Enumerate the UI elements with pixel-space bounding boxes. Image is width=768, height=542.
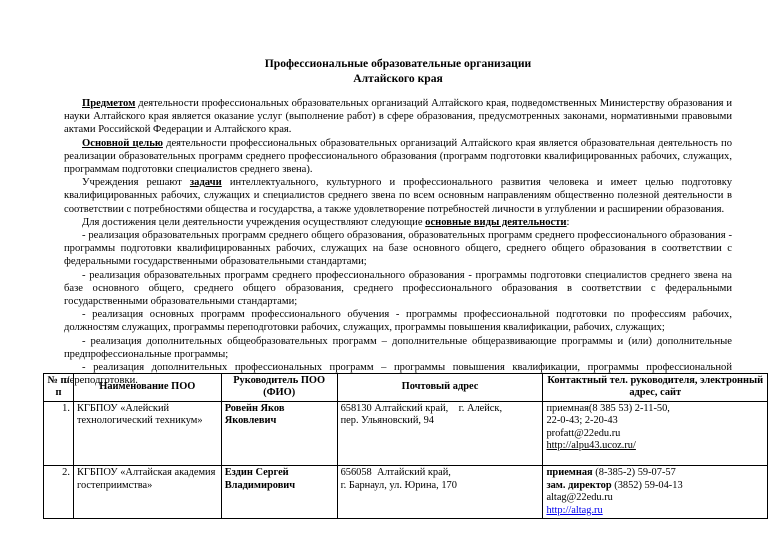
header-address: Почтовый адрес [337,374,543,402]
header-name: Наименование ПОО [73,374,221,402]
list-item: - реализация дополнительных профессиональных программ – программы повышения квалификации, программы профессиональной переподготовки. [64,362,732,387]
address-line: 656058 Алтайский край, [340,467,451,479]
contact-phone: 22-0-43; 2-20-43 [546,415,618,427]
contact-phone [546,480,764,492]
row-head: Ровейн Яков Яковлевич [221,401,337,466]
contact-email: altag@22edu.ru [546,492,613,504]
row-address [337,401,543,466]
table-row [44,401,768,466]
organizations-table [43,373,768,519]
address-line: г. Барнаул, ул. Юрина, 170 [340,479,457,491]
list-item: - реализация основных программ профессионального обучения - программы профессиональной подготовки по профессиям рабочих, должностям служащих, программы переподготовки рабочих, служащих, программы повышения квалификации, рабочих, служащих; [64,309,732,334]
document-page [47,0,764,542]
contact-label: зам. директор [546,479,612,491]
table-row [44,466,768,519]
paragraph-goal [64,137,732,177]
paragraph-tasks [64,176,732,216]
paragraph-text: Для достижения цели деятельности учреждения осуществляют следующие [82,216,426,228]
keyword-activities: основные виды деятельности [425,216,567,228]
keyword-subject: Предметом [82,98,136,109]
row-num: 2. [44,466,74,519]
contact-email: profatt@22edu.ru [546,427,621,439]
list-item: - реализация дополнительных общеобразовательных программ – дополнительные общеразвивающие программы и (или) дополнительные предпрофессиональные программы; [64,335,732,360]
contact-website-link[interactable]: http://alpu43.ucoz.ru/ [546,440,636,452]
header-num: № п/п [44,374,74,402]
paragraph-subject [64,97,732,137]
row-head: Ездин Сергей Владимирович [221,466,337,519]
title-line-1: Профессиональные образовательные организации [264,57,532,70]
contact-website-link[interactable]: http://altag.ru [546,504,603,516]
paragraph-text: интеллектуального, культурного и профессионального развития человека и имеет целью подготовку квалифицированных рабочих, служащих и специалистов среднего звена по всем основным направлениям общественно полезной деятельности в соответствии с потребностями общества и государства, а также удовлетворение потребностей личности в углублении и расширении образования. [64,177,732,215]
row-num: 1. [44,401,74,466]
paragraph-text: Учреждения решают [82,177,190,189]
keyword-goal: Основной целью [82,137,163,149]
keyword-tasks: задачи [189,177,222,189]
header-head: Руководитель ПОО (ФИО) [221,374,337,402]
contact-phone: приемная(8 385 53) 2-11-50, [546,402,670,414]
contact-value: (8-385-2) 59-07-57 [592,467,676,479]
paragraph-text: деятельности профессиональных образовательных организаций Алтайского края, подведомственных Министерству образования и науки Алтайского края является оказание услуг (выполнение работ) в сфере образования, предусмотренных законами, нормативными правовыми актами Российской Федерации и Алтайского края. [64,98,732,136]
address-line: пер. Ульяновский, 94 [340,415,434,427]
table-header-row [44,374,768,402]
contact-phone [546,467,764,479]
row-name: КГБПОУ «Алейский технологический техникум» [73,401,221,466]
paragraph-activities [64,216,732,229]
title-line-2: Алтайского края [353,72,443,85]
row-name: КГБПОУ «Алтайская академия гостеприимства» [73,466,221,519]
paragraph-text: деятельности профессиональных образовательных организаций Алтайского края является образовательная деятельность по реализации образовательных программ среднего профессионального образования (программ подготовки квалифицированных рабочих, служащих, программам подготовки специалистов среднего звена). [64,137,732,176]
header-contacts: Контактный тел. руководителя, электронный адрес, сайт [543,374,768,402]
document-body [64,97,732,387]
row-contacts [543,466,768,519]
row-address [337,466,543,519]
list-item: - реализация образовательных программ среднего общего образования, образовательных программ среднего профессионального образования - программы подготовки квалифицированных рабочих, служащих на базе основного общего, среднего общего образования в соответствии с федеральными государственными образовательными стандартами; [64,230,732,268]
contact-value: (3852) 59-04-13 [611,479,683,491]
address-line: 658130 Алтайский край, г. Алейск, [340,402,503,414]
paragraph-text: : [566,216,570,228]
list-item: - реализация образовательных программ среднего профессионального образования - программы подготовки специалистов среднего звена на базе основного общего, среднего общего образования, среднего профессионального образования в соответствии с федеральными государственными образовательными стандартами; [64,269,732,308]
document-title [64,56,732,86]
row-contacts [543,401,768,466]
contact-label: приемная [546,467,593,479]
